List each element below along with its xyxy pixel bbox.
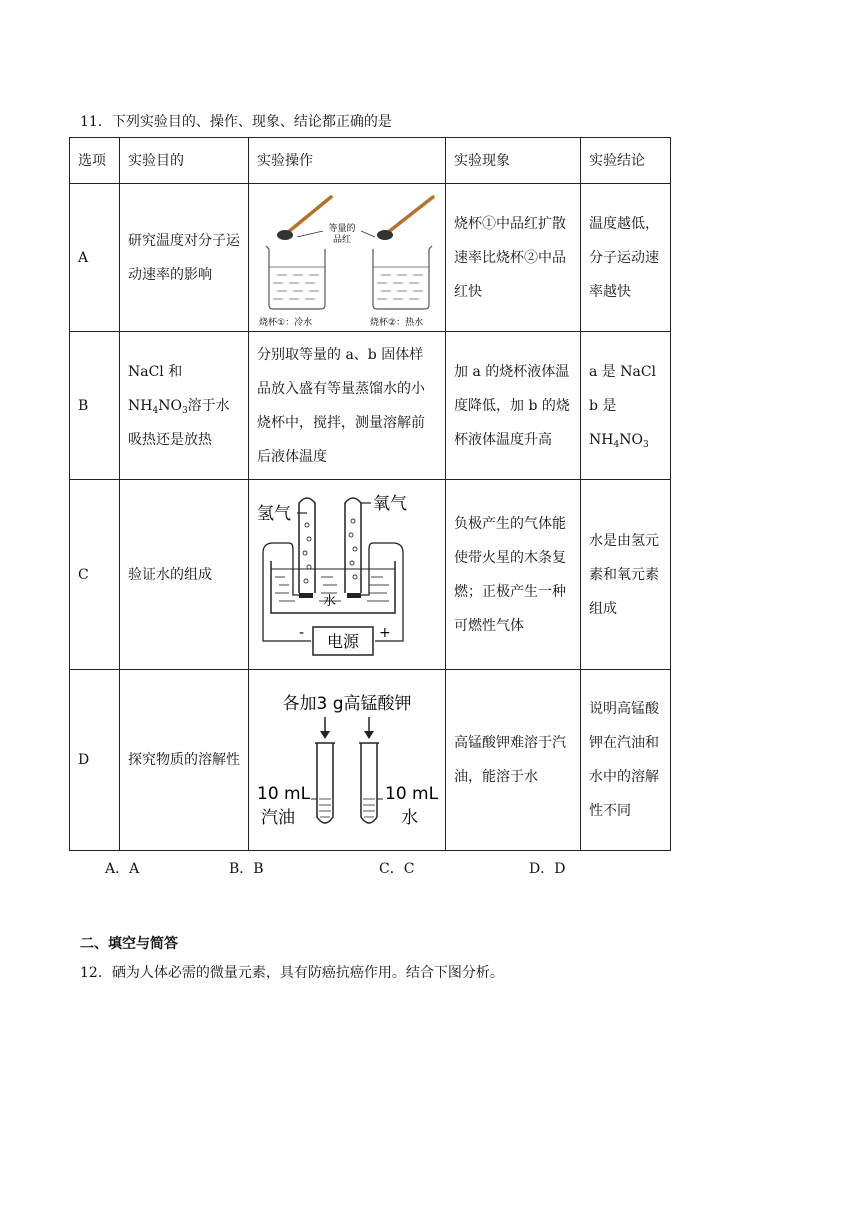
header-purpose: 实验目的 <box>120 138 249 184</box>
header-option: 选项 <box>70 138 120 184</box>
table-row-b <box>70 332 671 480</box>
row-b-operation: 分别取等量的 a、b 固体样品放入盛有等量蒸馏水的小烧杯中，搅拌，测量溶解前后液体温度 <box>249 332 446 480</box>
table-row-a <box>70 184 671 332</box>
label-beaker2-hot: 烧杯②：热水 <box>370 317 424 328</box>
label-hydrogen: 氢气 <box>257 503 291 524</box>
row-a-phenomenon: 烧杯①中品红扩散速率比烧杯②中品红快 <box>446 184 581 332</box>
choice-a[interactable]: A．A <box>105 861 140 877</box>
electrolysis-figure <box>249 481 446 669</box>
choice-c[interactable]: C．C <box>379 861 415 877</box>
table-header-row <box>70 138 671 184</box>
label-gasoline: 汽油 <box>261 807 295 828</box>
section-2-title: 二、填空与简答 <box>80 936 178 952</box>
row-d-figure <box>249 670 446 851</box>
electrode-left <box>299 593 313 598</box>
label-water: 水 <box>323 593 337 609</box>
label-right-volume: 10 mL <box>385 783 439 804</box>
row-b-purpose-line1: NaCl 和 <box>128 363 183 380</box>
row-c-conclusion: 水是由氢元素和氧元素组成 <box>581 480 671 670</box>
row-c-figure <box>249 480 446 670</box>
question-12-text: 12．硒为人体必需的微量元素，具有防癌抗癌作用。结合下图分析。 <box>80 965 504 981</box>
row-b-option: B <box>70 332 120 480</box>
table-row-c <box>70 480 671 670</box>
solubility-figure <box>249 671 446 850</box>
electrode-right <box>347 593 361 598</box>
header-conclusion: 实验结论 <box>581 138 671 184</box>
row-a-option: A <box>70 184 120 332</box>
label-power: 电源 <box>326 631 360 651</box>
row-d-phenomenon: 高锰酸钾难溶于汽油，能溶于水 <box>446 670 581 851</box>
beaker-right <box>373 249 429 309</box>
row-b-purpose-line3: 吸热还是放热 <box>128 431 212 448</box>
label-oxygen: 氧气 <box>373 493 407 514</box>
row-b-conclusion-line1: a 是 NaCl <box>589 363 657 380</box>
spoon-right <box>387 197 433 233</box>
tube-hydrogen <box>299 498 315 593</box>
spoon-left <box>287 197 331 233</box>
beaker-left <box>269 249 325 309</box>
label-water-d: 水 <box>401 807 418 828</box>
molecule-diffusion-figure <box>249 185 446 331</box>
row-c-purpose: 验证水的组成 <box>120 480 249 670</box>
row-c-option: C <box>70 480 120 670</box>
row-d-conclusion: 说明高锰酸钾在汽油和水中的溶解性不同 <box>581 670 671 851</box>
row-d-option: D <box>70 670 120 851</box>
row-b-conclusion-line3: $NH_4NO_3$ <box>589 431 649 450</box>
label-left-volume: 10 mL <box>257 783 311 804</box>
row-d-purpose: 探究物质的溶解性 <box>120 670 249 851</box>
header-phenomenon: 实验现象 <box>446 138 581 184</box>
label-add-kmno4: 各加3 g高锰酸钾 <box>282 693 412 714</box>
label-minus: - <box>299 624 305 641</box>
label-pinkred: 品红 <box>332 234 352 245</box>
row-a-figure <box>249 184 446 332</box>
table-row-d <box>70 670 671 851</box>
row-b-purpose <box>120 332 249 480</box>
spoon-right-powder <box>377 230 393 240</box>
experiment-table <box>69 137 671 851</box>
row-b-phenomenon: 加 a 的烧杯液体温度降低，加 b 的烧杯液体温度升高 <box>446 332 581 480</box>
row-c-phenomenon: 负极产生的气体能使带火星的木条复燃；正极产生一种可燃性气体 <box>446 480 581 670</box>
tube-oxygen <box>345 498 361 593</box>
label-beaker1-cold: 烧杯①：冷水 <box>259 317 313 328</box>
row-a-purpose: 研究温度对分子运动速率的影响 <box>120 184 249 332</box>
row-b-conclusion-line2: b 是 <box>589 397 617 414</box>
spoon-left-powder <box>277 230 293 240</box>
choice-d[interactable]: D．D <box>529 861 566 877</box>
row-a-conclusion: 温度越低，分子运动速率越快 <box>581 184 671 332</box>
label-equal-amount: 等量的 <box>328 223 356 234</box>
choice-b[interactable]: B．B <box>229 861 264 877</box>
header-operation: 实验操作 <box>249 138 446 184</box>
question-11-title: 11．下列实验目的、操作、现象、结论都正确的是 <box>80 114 392 130</box>
label-plus: + <box>379 624 391 641</box>
row-b-conclusion <box>581 332 671 480</box>
row-b-purpose-line2: $NH_4NO_3$溶于水 <box>128 397 230 416</box>
